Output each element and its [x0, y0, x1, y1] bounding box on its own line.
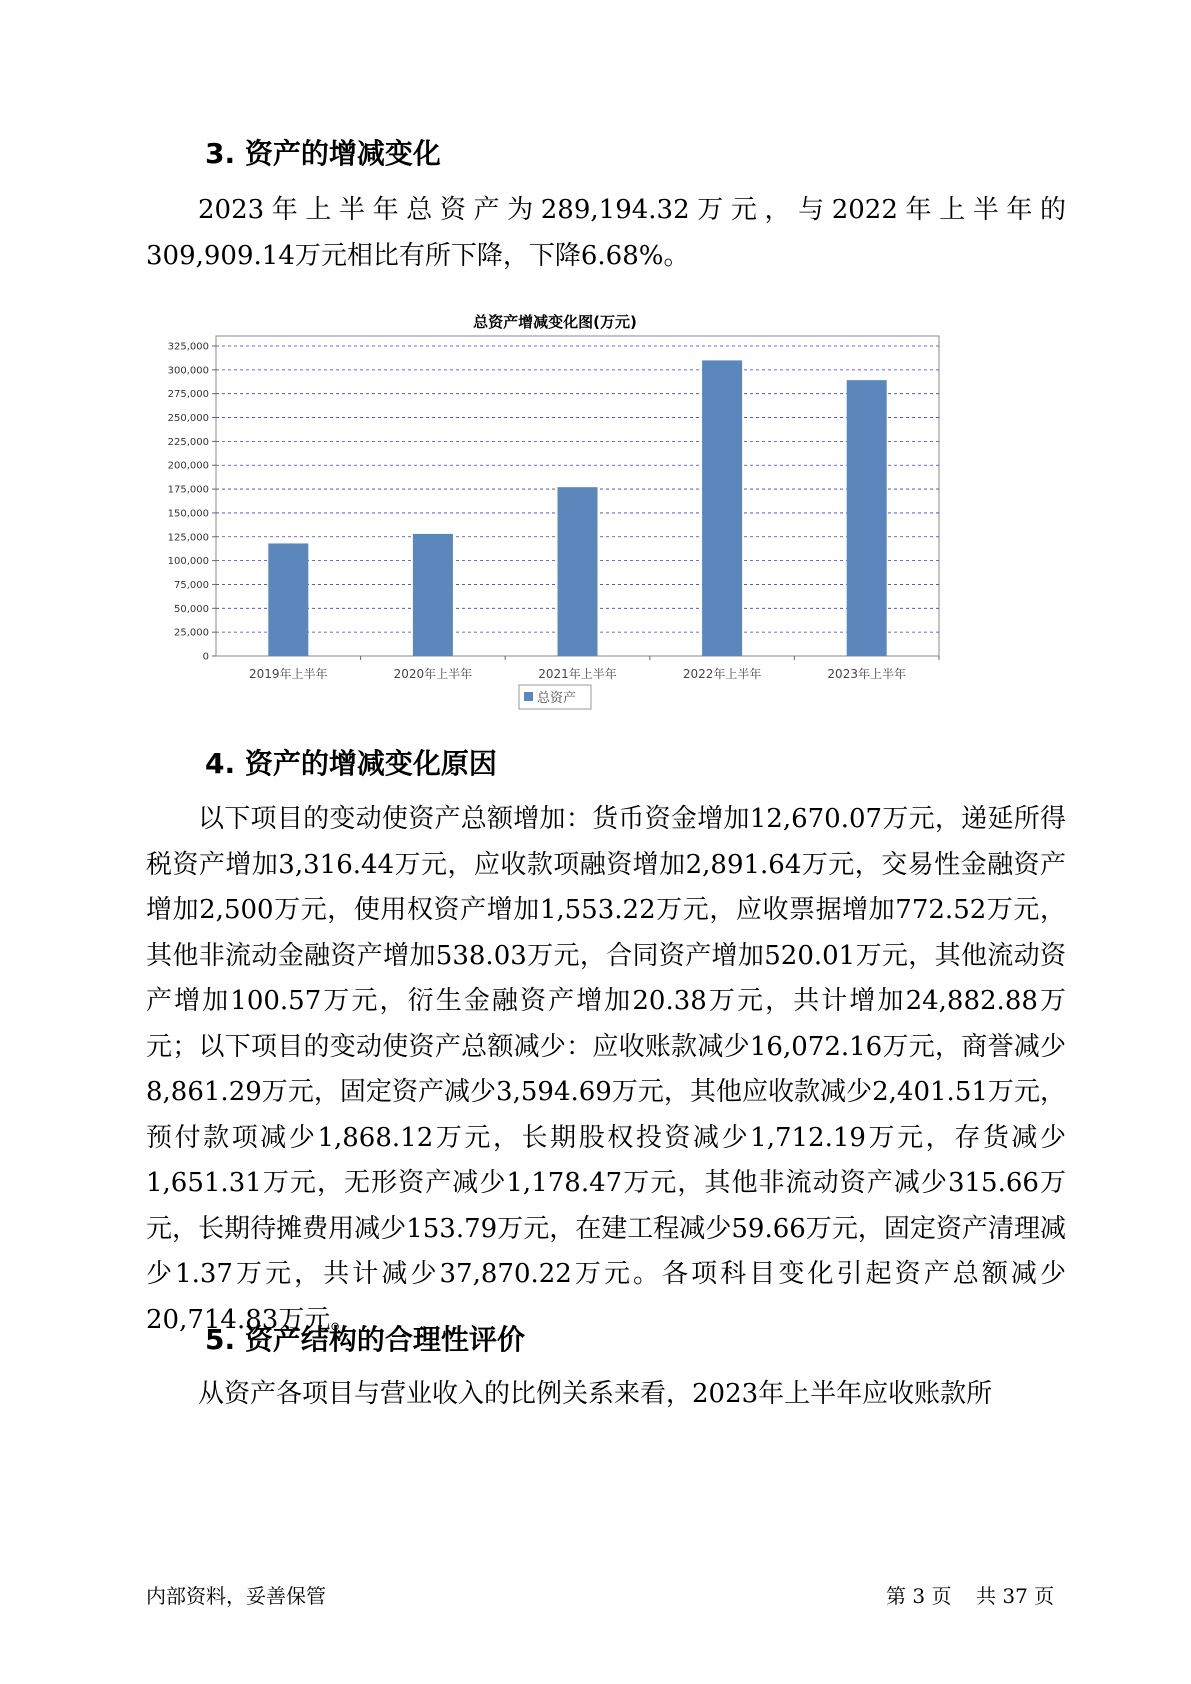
- y-tick-label: 275,000: [167, 389, 209, 401]
- y-tick-label: 250,000: [167, 413, 209, 425]
- y-tick-label: 75,000: [174, 579, 209, 591]
- footer-note: 内部资料，妥善保管: [146, 1584, 326, 1608]
- section-4-heading: 4. 资产的增减变化原因: [205, 747, 497, 780]
- page-number: 第 3 页: [886, 1584, 952, 1608]
- bar: [268, 543, 308, 656]
- x-tick-label: 2021年上半年: [538, 667, 617, 681]
- chart-title: 总资产增减变化图(万元): [473, 313, 637, 332]
- section-4-paragraph: 以下项目的变动使资产总额增加：货币资金增加12,670.07万元，递延所得税资产增加3,316.44万元，应收款项融资增加2,891.64万元，交易性金融资产增加2,500万元，使用权资产增加1,553.22万元，应收票据增加772.52万元，其他非流动金融资产增加538.03万元，合同资产增加520.01万元，其他流动资产增加100.57万元，衍生金融资产增加20.38万元，共计增加24,882.88万元；以下项目的变动使资产总额减少：应收账款减少16,072.16万元，商誉减少8,861.29万元，固定资产减少3,594.69万元，其他应收款减少2,401.51万元，预付款项减少1,868.12万元，长期股权投资减少1,712.19万元，存货减少1,651.31万元，无形资产减少1,178.47万元，其他非流动资产减少315.66万元，长期待摊费用减少153.79万元，在建工程减少59.66万元，固定资产清理减少1.37万元，共计减少37,870.22万元。各项科目变化引起资产总额减少20,714.83万元。: [146, 804, 1066, 1335]
- y-tick-label: 0: [202, 651, 209, 663]
- bar: [413, 534, 453, 656]
- section-5-paragraph: 从资产各项目与营业收入的比例关系来看，2023年上半年应收账款所: [198, 1379, 993, 1409]
- bar: [847, 380, 887, 656]
- y-tick-label: 125,000: [167, 532, 209, 544]
- y-tick-label: 50,000: [174, 603, 209, 615]
- bar: [702, 360, 742, 656]
- legend: [519, 685, 591, 709]
- x-tick-label: 2019年上半年: [249, 667, 328, 681]
- y-tick-label: 325,000: [167, 341, 209, 353]
- page-total: 共 37 页: [976, 1584, 1055, 1608]
- x-tick-label: 2023年上半年: [827, 667, 906, 681]
- total-assets-bar-chart: [150, 310, 950, 730]
- legend-swatch: [524, 692, 533, 701]
- x-axis-labels: [249, 656, 939, 681]
- legend-label: 总资产: [537, 691, 577, 706]
- x-tick-label: 2020年上半年: [393, 667, 473, 681]
- y-axis-ticks: [168, 342, 216, 663]
- section-5-heading: 5. 资产结构的合理性评价: [205, 1323, 525, 1356]
- y-tick-label: 175,000: [167, 484, 209, 496]
- bar: [558, 487, 598, 656]
- y-tick-label: 150,000: [167, 508, 209, 520]
- y-tick-label: 25,000: [174, 627, 209, 639]
- section-3-heading: 3. 资产的增减变化: [205, 137, 441, 170]
- section-3-paragraph: 2023年上半年总资产为289,194.32万元，与2022年上半年的309,909.14万元相比有所下降，下降6.68%。: [146, 195, 1066, 271]
- y-tick-label: 300,000: [167, 365, 209, 377]
- y-tick-label: 100,000: [167, 556, 209, 568]
- y-tick-label: 225,000: [167, 436, 209, 448]
- y-tick-label: 200,000: [167, 460, 209, 472]
- x-tick-label: 2022年上半年: [682, 667, 762, 681]
